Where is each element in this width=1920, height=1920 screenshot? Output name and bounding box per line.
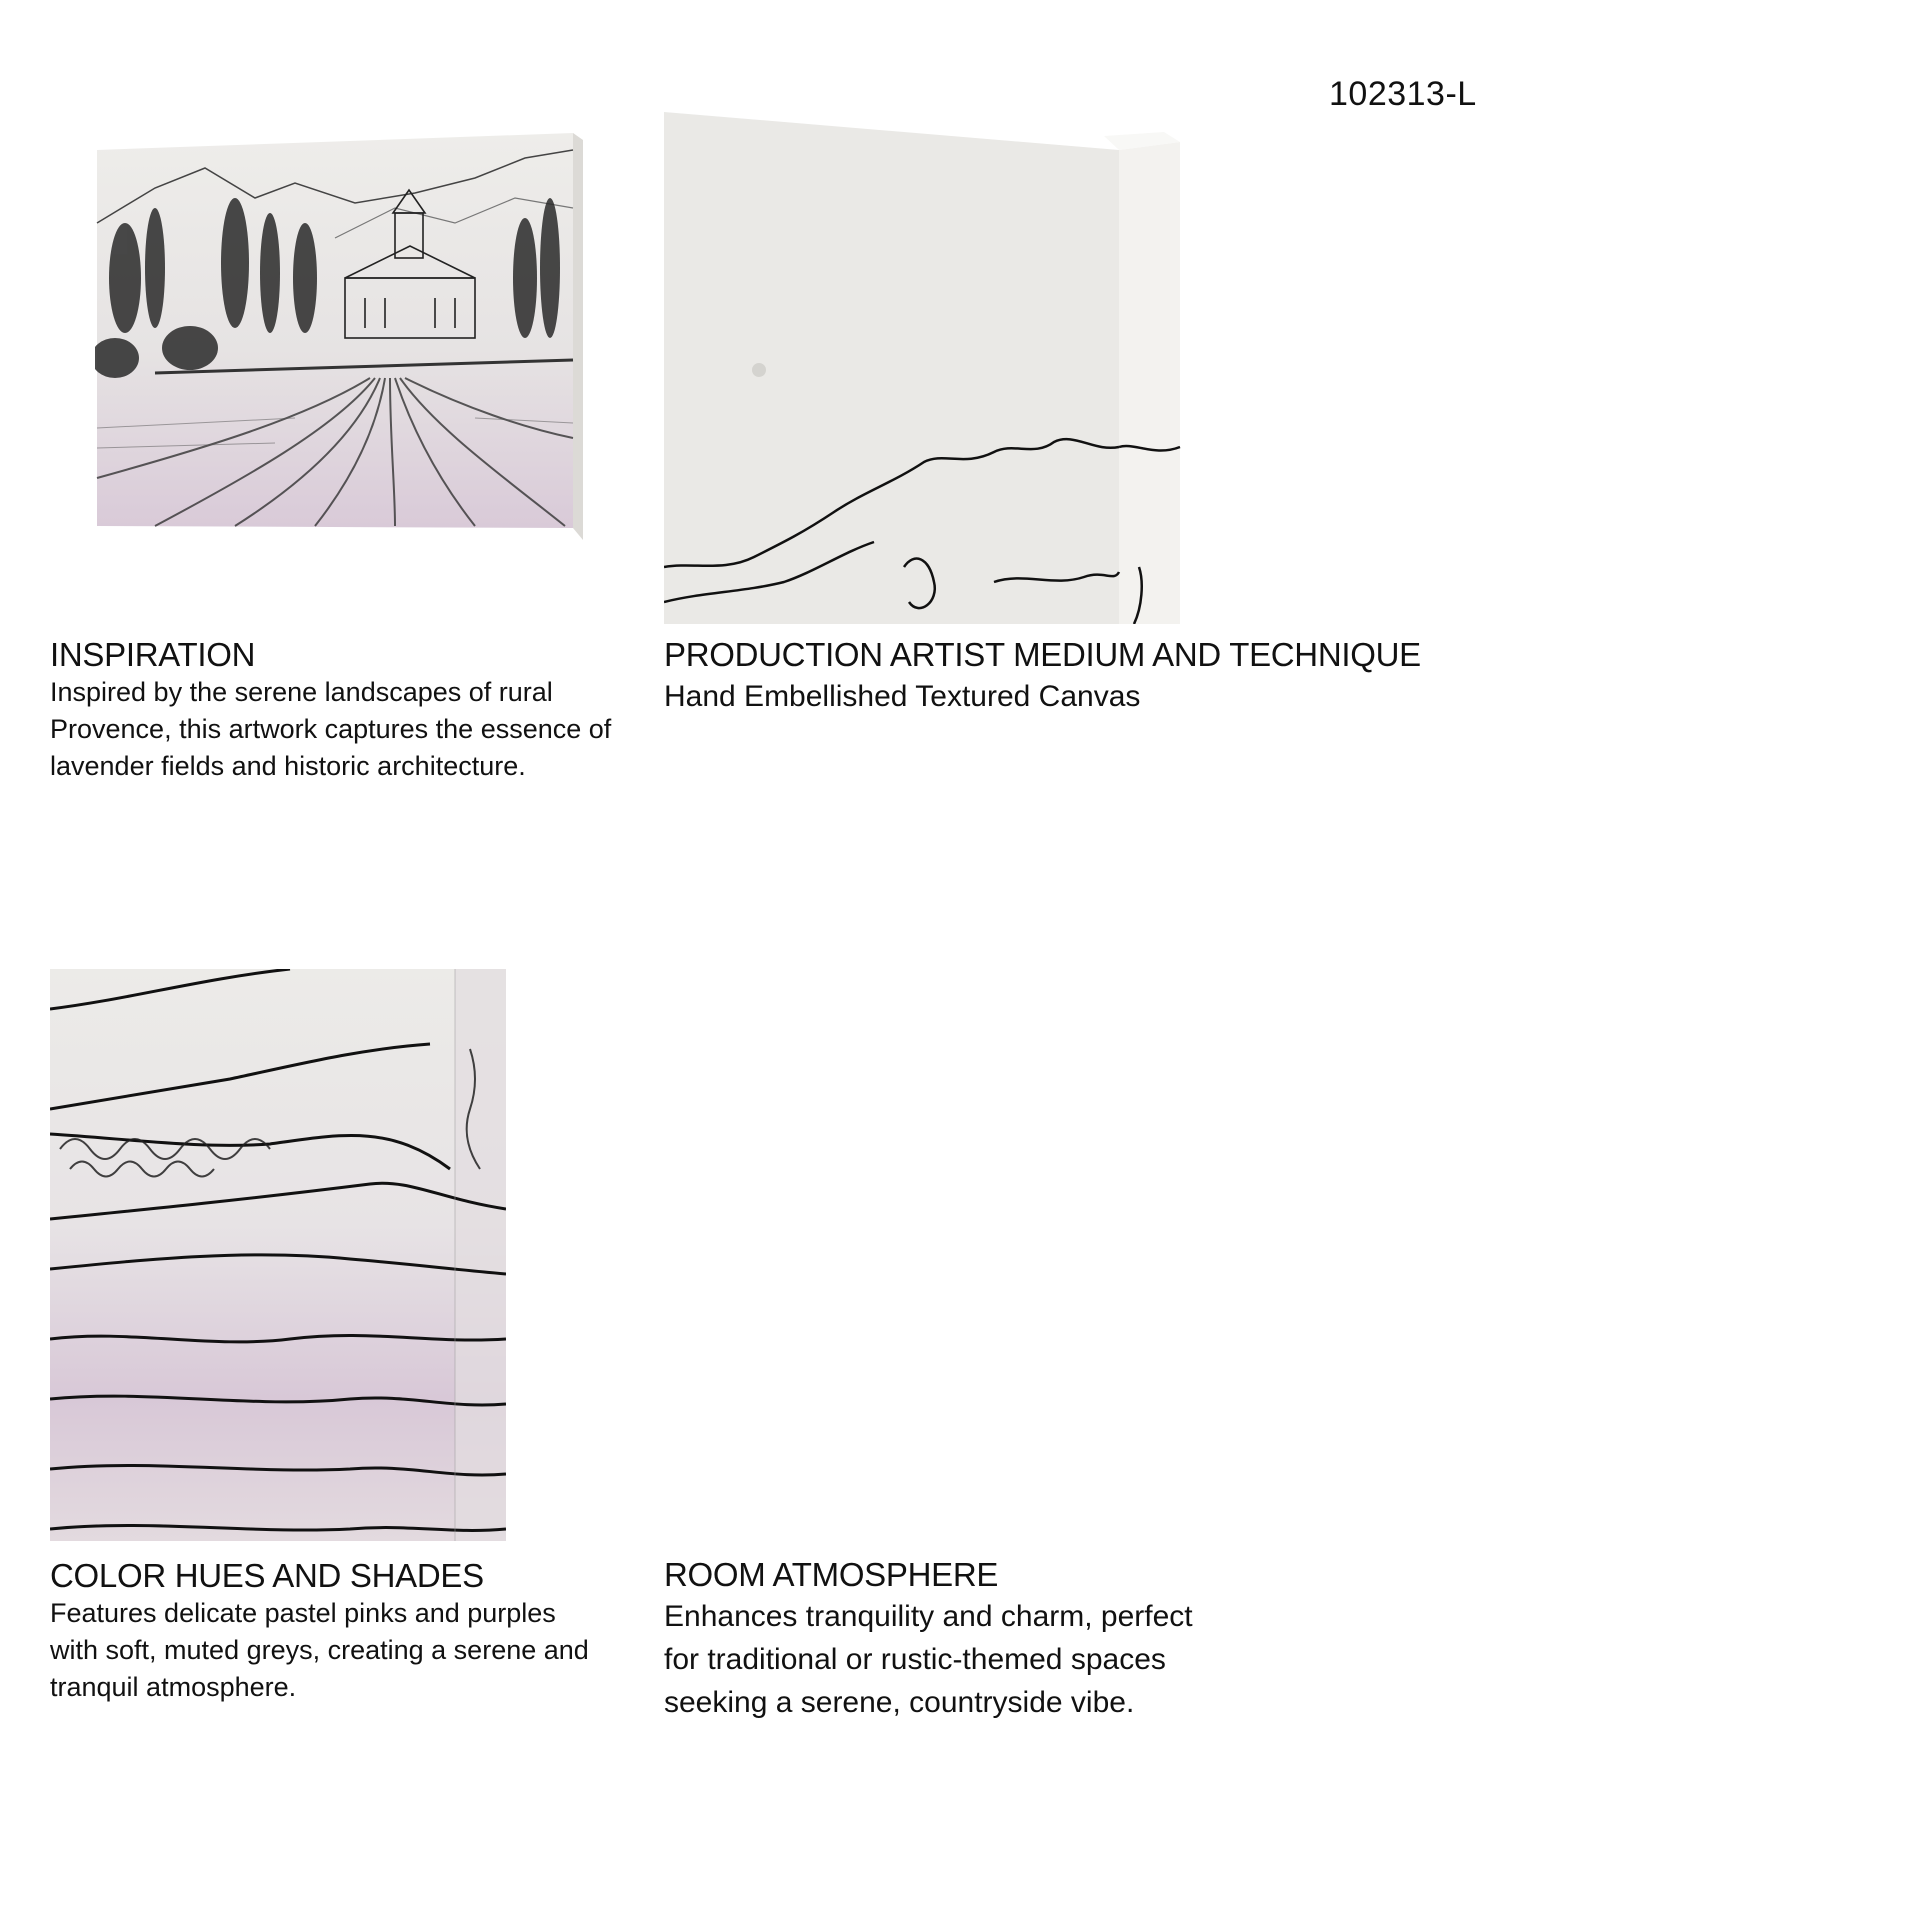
canvas-corner-closeup-image [664,112,1184,624]
room-line-1: Enhances tranquility and charm, perfect [664,1600,1193,1633]
sku-number: 102313-L [1329,75,1477,113]
inspiration-line-1: Inspired by the serene landscapes of rural [50,677,553,707]
room-line-2: for traditional or rustic-themed spaces [664,1643,1166,1676]
room-heading: ROOM ATMOSPHERE [664,1556,999,1593]
room-line-3: seeking a serene, countryside vibe. [664,1686,1135,1719]
production-body: Hand Embellished Textured Canvas [664,680,1141,713]
color-detail-closeup-image [50,969,506,1541]
inspiration-line-3: lavender fields and historic architecture. [50,751,526,781]
color-line-3: tranquil atmosphere. [50,1672,297,1702]
inspiration-line-2: Provence, this artwork captures the essence of [50,714,612,744]
artwork-canvas-image [95,128,585,544]
color-line-1: Features delicate pastel pinks and purples [50,1598,556,1628]
color-heading: COLOR HUES AND SHADES [50,1557,484,1594]
color-line-2: with soft, muted greys, creating a serene and [50,1635,589,1665]
production-heading: PRODUCTION ARTIST MEDIUM AND TECHNIQUE [664,636,1421,673]
inspiration-heading: INSPIRATION [50,636,256,673]
